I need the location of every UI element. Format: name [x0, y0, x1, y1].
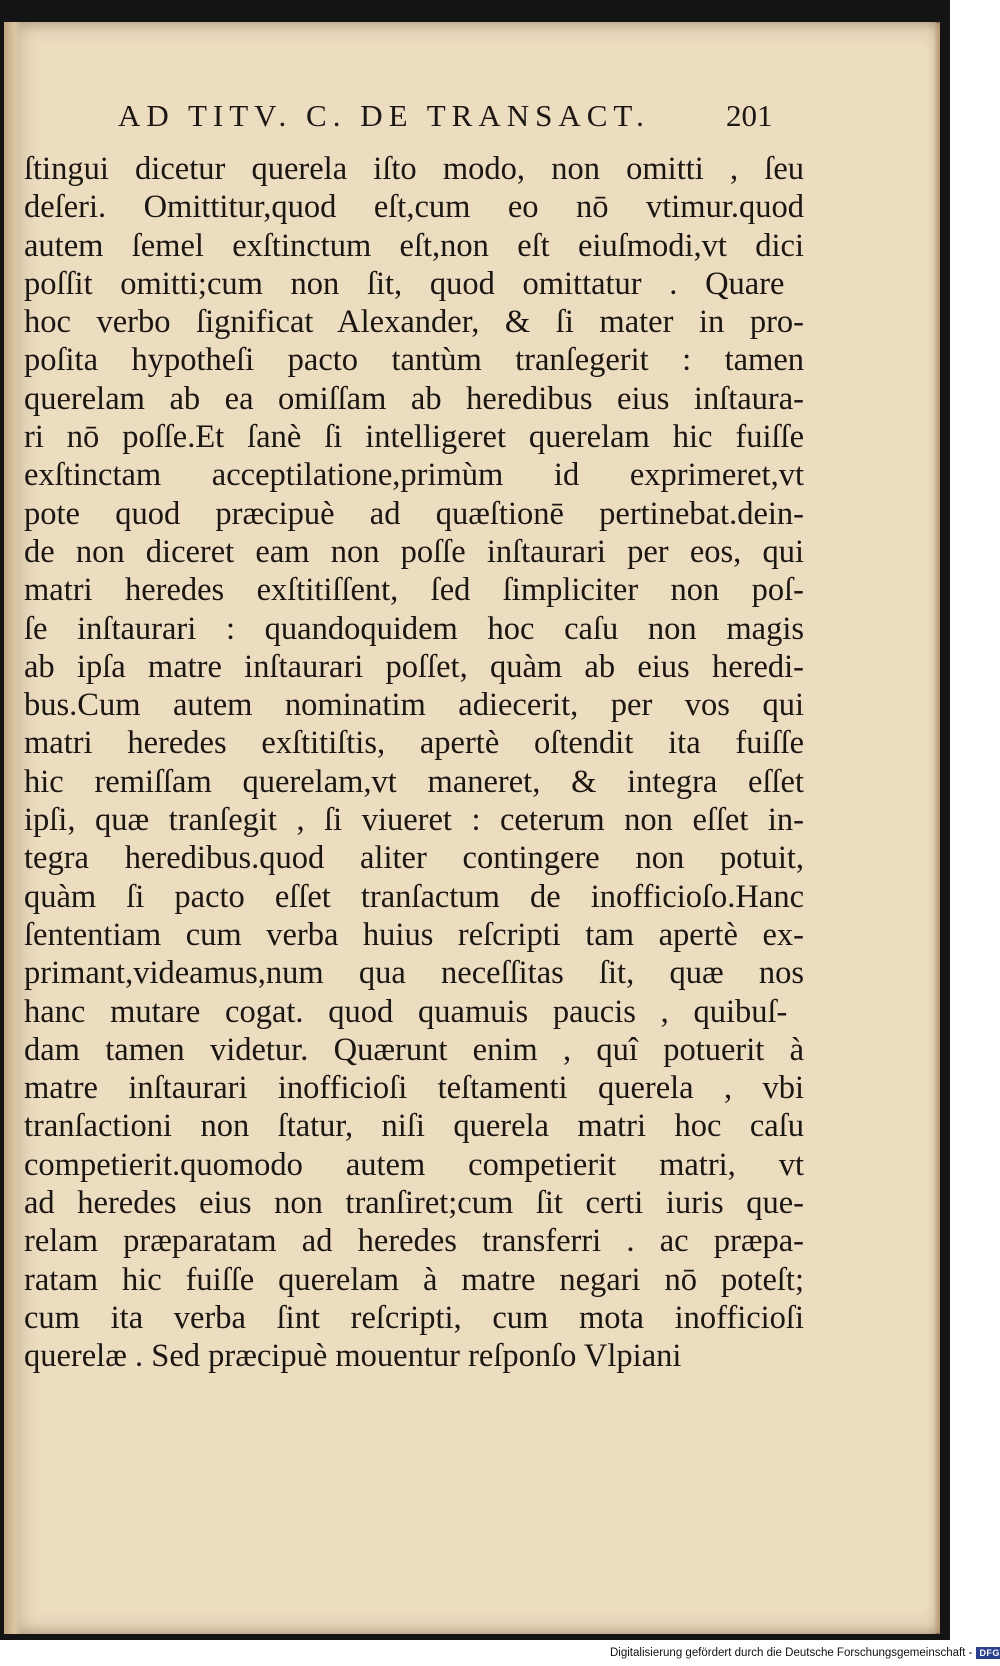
- text-line: matri heredes exſtitiſtis, apertè oſtendit ita fuiſſe: [24, 725, 804, 762]
- text-line: matri heredes exſtitiſſent, ſed ſimpliciter non poſ-: [24, 572, 804, 609]
- text-line: ſententiam cum verba huius reſcripti tam apertè ex-: [24, 916, 804, 953]
- text-line: relam præparatam ad heredes transferri . ac præpa-: [24, 1223, 804, 1260]
- text-line: bus.Cum autem nominatim adiecerit, per vos qui: [24, 687, 804, 724]
- text-line: poſita hypotheſi pacto tantùm tranſegerit : tamen: [24, 342, 804, 379]
- text-line: poſſit omitti;cum non ſit, quod omittatur . Quare: [24, 265, 785, 302]
- text-line: de non diceret eam non poſſe inſtaurari per eos, qui: [24, 533, 804, 570]
- text-line: ratam hic fuiſſe querelam à matre negari nō poteſt;: [24, 1261, 804, 1298]
- text-line: querelam ab ea omiſſam ab heredibus eius inſtaura-: [24, 380, 804, 417]
- text-line: ri nō poſſe.Et ſanè ſi intelligeret querelam hic fuiſſe: [24, 419, 804, 456]
- text-line: tegra heredibus.quod aliter contingere non potuit,: [24, 840, 804, 877]
- text-line: cum ita verba ſint reſcripti, cum mota inofficioſi: [24, 1299, 804, 1336]
- text-line: deſeri. Omittitur,quod eſt,cum eo nō vtimur.quod: [24, 189, 804, 226]
- text-line: ipſi, quæ tranſegit , ſi viueret : ceterum non eſſet in-: [24, 802, 804, 839]
- text-line: tranſactioni non ſtatur, niſi querela matri hoc caſu: [24, 1108, 804, 1145]
- text-line: hic remiſſam querelam,vt maneret, & integra eſſet: [24, 763, 804, 800]
- running-title: AD TITV. C. DE TRANSACT.: [118, 98, 650, 133]
- text-line: matre inſtaurari inofficioſi teſtamenti querela , vbi: [24, 1070, 804, 1107]
- page-number: 201: [726, 98, 773, 133]
- text-line: autem ſemel exſtinctum eſt,non eſt eiuſmodi,vt dici: [24, 227, 804, 264]
- page-gutter-shadow: [4, 22, 22, 1634]
- text-line: ſtingui dicetur querela iſto modo, non omitti , ſeu: [24, 151, 804, 187]
- text-line: querelæ . Sed præcipuè mouentur reſponſo Vlpiani: [24, 1338, 682, 1375]
- text-line: quàm ſi pacto eſſet tranſactum de inofficioſo.Hanc: [24, 878, 804, 915]
- credit-text: Digitalisierung gefördert durch die Deutsche Forschungsgemeinschaft -: [610, 1647, 973, 1659]
- text-line: pote quod præcipuè ad quæſtionē pertinebat.dein-: [24, 495, 804, 532]
- text-line: ſe inſtaurari : quandoquidem hoc caſu non magis: [24, 610, 804, 647]
- dfg-logo: DFG: [976, 1647, 1000, 1659]
- text-line: ab ipſa matre inſtaurari poſſet, quàm ab eius heredi-: [24, 648, 804, 685]
- text-line: ad heredes eius non tranſiret;cum ſit certi iuris que-: [24, 1185, 804, 1222]
- text-line: dam tamen videtur. Quærunt enim , quî potuerit à: [24, 1031, 804, 1068]
- digitization-credit: [610, 1647, 1000, 1659]
- text-line: primant,videamus,num qua neceſſitas ſit, quæ nos: [24, 955, 804, 992]
- text-line: competierit.quomodo autem competierit matri, vt: [24, 1146, 804, 1183]
- text-line: exſtinctam acceptilatione,primùm id exprimeret,vt: [24, 457, 804, 494]
- text-line: hoc verbo ſignificat Alexander, & ſi mater in pro-: [24, 304, 804, 341]
- page-fore-edge: [934, 22, 940, 1634]
- body-text: [24, 150, 804, 1376]
- text-line: hanc mutare cogat. quod quamuis paucis , quibuſ-: [24, 993, 788, 1030]
